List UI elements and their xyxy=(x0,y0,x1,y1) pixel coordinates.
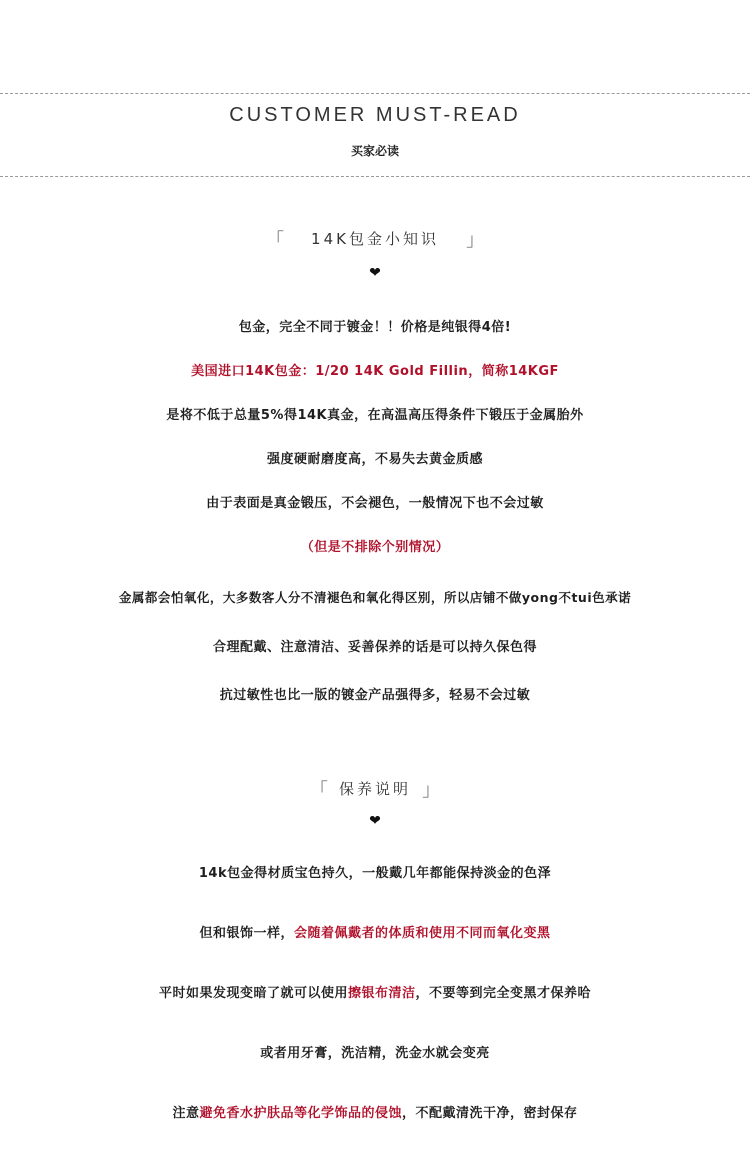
bracket-close: 」 xyxy=(422,780,441,801)
s1-line: 金属都会怕氧化，大多数客人分不清褪色和氧化得区别，所以店铺不做yong不tui色承诺 xyxy=(118,590,632,605)
s1-line-highlight: （但是不排除个别情况） xyxy=(300,540,450,555)
s1-line: 是将不低于总量5%得14K真金，在高温高压得条件下锻压于金属胎外 xyxy=(166,408,584,423)
section2-heading xyxy=(0,776,750,802)
heart-icon: ❤ xyxy=(369,265,381,281)
s2-text: ，不配戴清洗干净，密封保存 xyxy=(402,1106,578,1121)
s1-line: 包金，完全不同于镀金！！价格是纯银得4倍! xyxy=(238,320,512,335)
bracket-open: 「 xyxy=(309,780,328,801)
s1-line: 合理配戴、注意清洁、妥善保养的话是可以持久保色得 xyxy=(212,640,537,655)
bracket-close: 」 xyxy=(466,230,485,251)
s2-text: ，不要等到完全变黑才保养哈 xyxy=(415,986,592,1001)
s1-line-highlight: 美国进口14K包金：1/20 14K Gold Fillin，简称14KGF xyxy=(191,364,559,379)
section2-title: 保养说明 xyxy=(338,779,411,798)
s2-line xyxy=(0,1102,750,1121)
s2-text-highlight: 避免香水护肤品等化学饰品的侵蚀 xyxy=(199,1106,402,1121)
heart-icon: ❤ xyxy=(369,813,381,829)
s2-text-highlight: 擦银布清洁 xyxy=(347,986,416,1001)
s1-line: 抗过敏性也比一版的镀金产品强得多，轻易不会过敏 xyxy=(219,688,531,703)
s2-line: 14k包金得材质宝色持久，一般戴几年都能保持淡金的色泽 xyxy=(198,866,552,881)
section1-heading xyxy=(0,226,750,252)
header-title-en: CUSTOMER MUST-READ xyxy=(229,104,521,126)
s1-line: 由于表面是真金锻压，不会褪色，一般情况下也不会过敏 xyxy=(206,496,544,511)
s2-text: 但和银饰一样， xyxy=(199,926,294,941)
s2-line: 或者用牙膏，洗洁精，洗金水就会变亮 xyxy=(260,1046,490,1061)
s1-line: 强度硬耐磨度高，不易失去黄金质感 xyxy=(266,452,483,467)
s2-text: 平时如果发现变暗了就可以使用 xyxy=(158,986,348,1001)
section1-title: 14K包金小知识 xyxy=(311,229,439,248)
s2-text: 注意 xyxy=(172,1106,200,1121)
bracket-open: 「 xyxy=(265,230,284,251)
top-divider xyxy=(0,93,750,94)
header-bottom-divider xyxy=(0,176,750,177)
header-title-cn: 买家必读 xyxy=(350,144,399,158)
s2-line xyxy=(0,922,750,941)
s2-line xyxy=(0,982,750,1001)
s2-text-highlight: 会随着佩戴者的体质和使用不同而氧化变黑 xyxy=(294,926,551,941)
